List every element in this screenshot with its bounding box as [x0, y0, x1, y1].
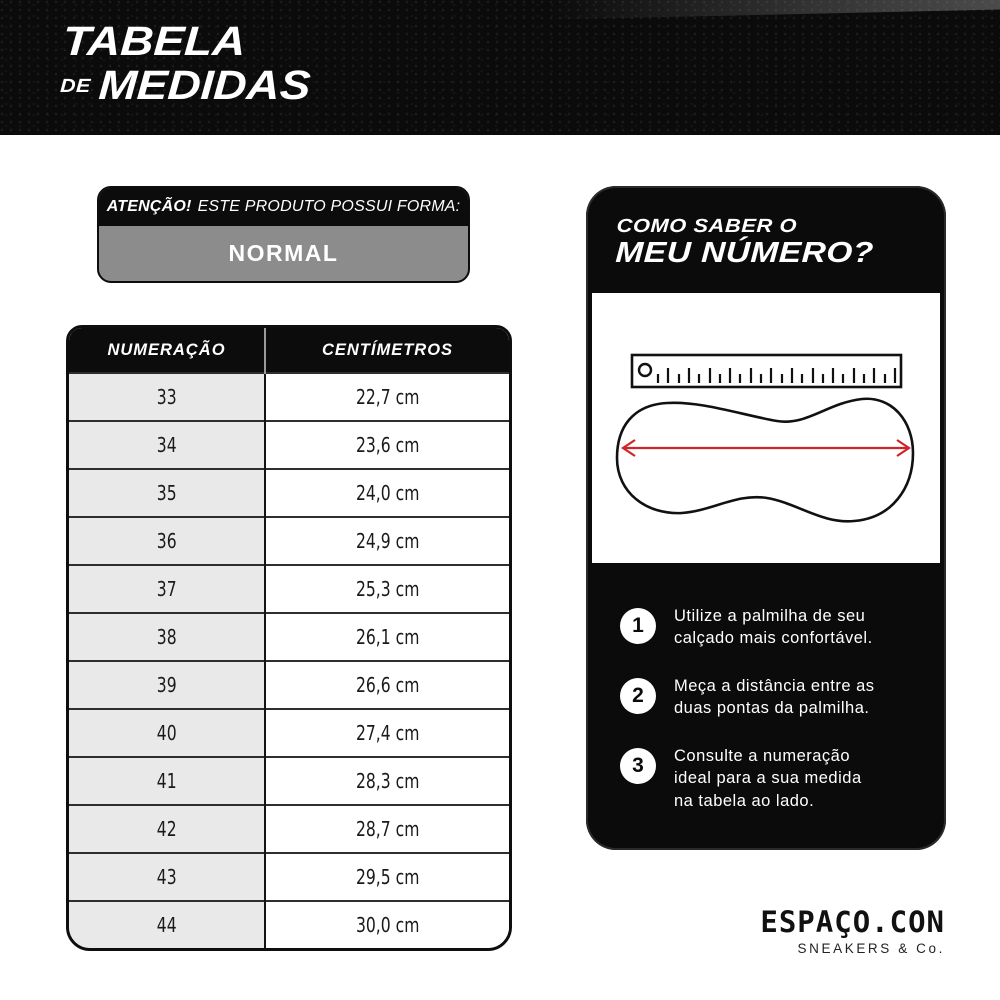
cm-value: 22,7 cm [355, 385, 420, 409]
cm-value: 23,6 cm [355, 433, 420, 457]
cm-value: 26,6 cm [355, 673, 420, 697]
size-value: 38 [156, 625, 177, 649]
size-value: 33 [156, 385, 177, 409]
cm-cell [265, 853, 509, 901]
attention-header [99, 188, 468, 226]
table-row [69, 757, 509, 805]
step-text-line: Meça a distância entre as [674, 676, 875, 695]
size-cell [69, 757, 265, 805]
table-row [69, 901, 509, 948]
size-value: 43 [156, 865, 177, 889]
page-title [59, 18, 314, 108]
step-text-line: duas pontas da palmilha. [674, 699, 870, 718]
attention-box [97, 186, 470, 283]
cm-value: 24,0 cm [355, 481, 420, 505]
size-cell [69, 421, 265, 469]
size-cell [69, 853, 265, 901]
table-row [69, 469, 509, 517]
step-text [674, 605, 873, 650]
foot-outline-icon [617, 399, 913, 522]
cm-cell [265, 901, 509, 948]
size-table-container [66, 325, 512, 951]
step-text [674, 745, 862, 812]
size-cell [69, 469, 265, 517]
guide-title [615, 216, 875, 270]
step-text [674, 675, 875, 720]
measurement-illustration-svg [592, 293, 940, 563]
table-row [69, 373, 509, 421]
size-cell [69, 661, 265, 709]
step-text-line: Utilize a palmilha de seu [674, 607, 866, 625]
cm-value: 26,1 cm [355, 625, 420, 649]
cm-value: 28,7 cm [355, 817, 420, 841]
cm-value: 29,5 cm [355, 865, 420, 889]
size-value: 36 [156, 529, 177, 553]
step-text-line: na tabela ao lado. [674, 791, 815, 810]
cm-value: 30,0 cm [355, 913, 420, 937]
table-row [69, 853, 509, 901]
how-to-measure-card [586, 186, 946, 850]
size-cell [69, 613, 265, 661]
table-row [69, 709, 509, 757]
size-table [69, 328, 509, 948]
table-row [69, 613, 509, 661]
size-cell [69, 805, 265, 853]
header-banner [0, 0, 1000, 135]
table-row [69, 805, 509, 853]
cm-cell [265, 373, 509, 421]
size-cell [69, 901, 265, 948]
cm-value: 28,3 cm [355, 769, 420, 793]
attention-header-text: ESTE PRODUTO POSSUI FORMA: [197, 198, 461, 215]
brand-name: ESPAÇO.CON [760, 905, 945, 939]
ruler-icon [632, 355, 901, 387]
attention-value: NORMAL [228, 240, 339, 266]
guide-step-3 [620, 745, 924, 812]
size-value: 40 [156, 721, 177, 745]
cm-cell [265, 757, 509, 805]
size-cell [69, 565, 265, 613]
brand-tagline: SNEAKERS & Co. [797, 941, 945, 956]
cm-cell [265, 613, 509, 661]
table-row [69, 517, 509, 565]
cm-cell [265, 469, 509, 517]
step-text-line: calçado mais confortável. [674, 629, 873, 648]
size-value: 41 [156, 769, 177, 793]
cm-value: 24,9 cm [355, 529, 420, 553]
table-row [69, 421, 509, 469]
cm-value: 25,3 cm [355, 577, 420, 601]
size-value: 44 [156, 913, 177, 937]
cm-cell [265, 517, 509, 565]
step-number-badge: 1 [620, 608, 656, 644]
brand-logo [760, 905, 945, 956]
step-number-badge: 3 [620, 748, 656, 784]
guide-steps [586, 563, 946, 837]
size-cell [69, 373, 265, 421]
cm-cell [265, 661, 509, 709]
page-title-line2 [59, 61, 312, 108]
step-text-line: Consulte a numeração [674, 746, 851, 765]
size-cell [69, 709, 265, 757]
table-row [69, 565, 509, 613]
table-row [69, 661, 509, 709]
column-header-numeracao: NUMERAÇÃO [69, 328, 265, 373]
size-value: 39 [156, 673, 177, 697]
size-value: 37 [156, 577, 177, 601]
size-value: 35 [156, 481, 177, 505]
size-cell [69, 517, 265, 565]
guide-title-line1: COMO SABER O [616, 216, 798, 237]
cm-cell [265, 805, 509, 853]
guide-step-2 [620, 675, 924, 720]
size-value: 34 [156, 433, 177, 457]
cm-cell [265, 565, 509, 613]
guide-step-1 [620, 605, 924, 650]
step-number-badge: 2 [620, 678, 656, 714]
attention-emphasis: ATENÇÃO! [106, 198, 192, 215]
size-value: 42 [156, 817, 177, 841]
step-text-line: ideal para a sua medida [674, 769, 862, 788]
cm-value: 27,4 cm [355, 721, 420, 745]
cm-cell [265, 421, 509, 469]
guide-title-line2: MEU NÚMERO? [614, 237, 875, 270]
table-header-row [69, 328, 509, 373]
column-header-centimetros: CENTÍMETROS [265, 328, 509, 373]
page-title-line1: TABELA [61, 18, 247, 64]
page-title-de: DE [59, 75, 92, 97]
measurement-illustration [592, 293, 940, 563]
cm-cell [265, 709, 509, 757]
page-title-medidas: MEDIDAS [97, 61, 312, 108]
